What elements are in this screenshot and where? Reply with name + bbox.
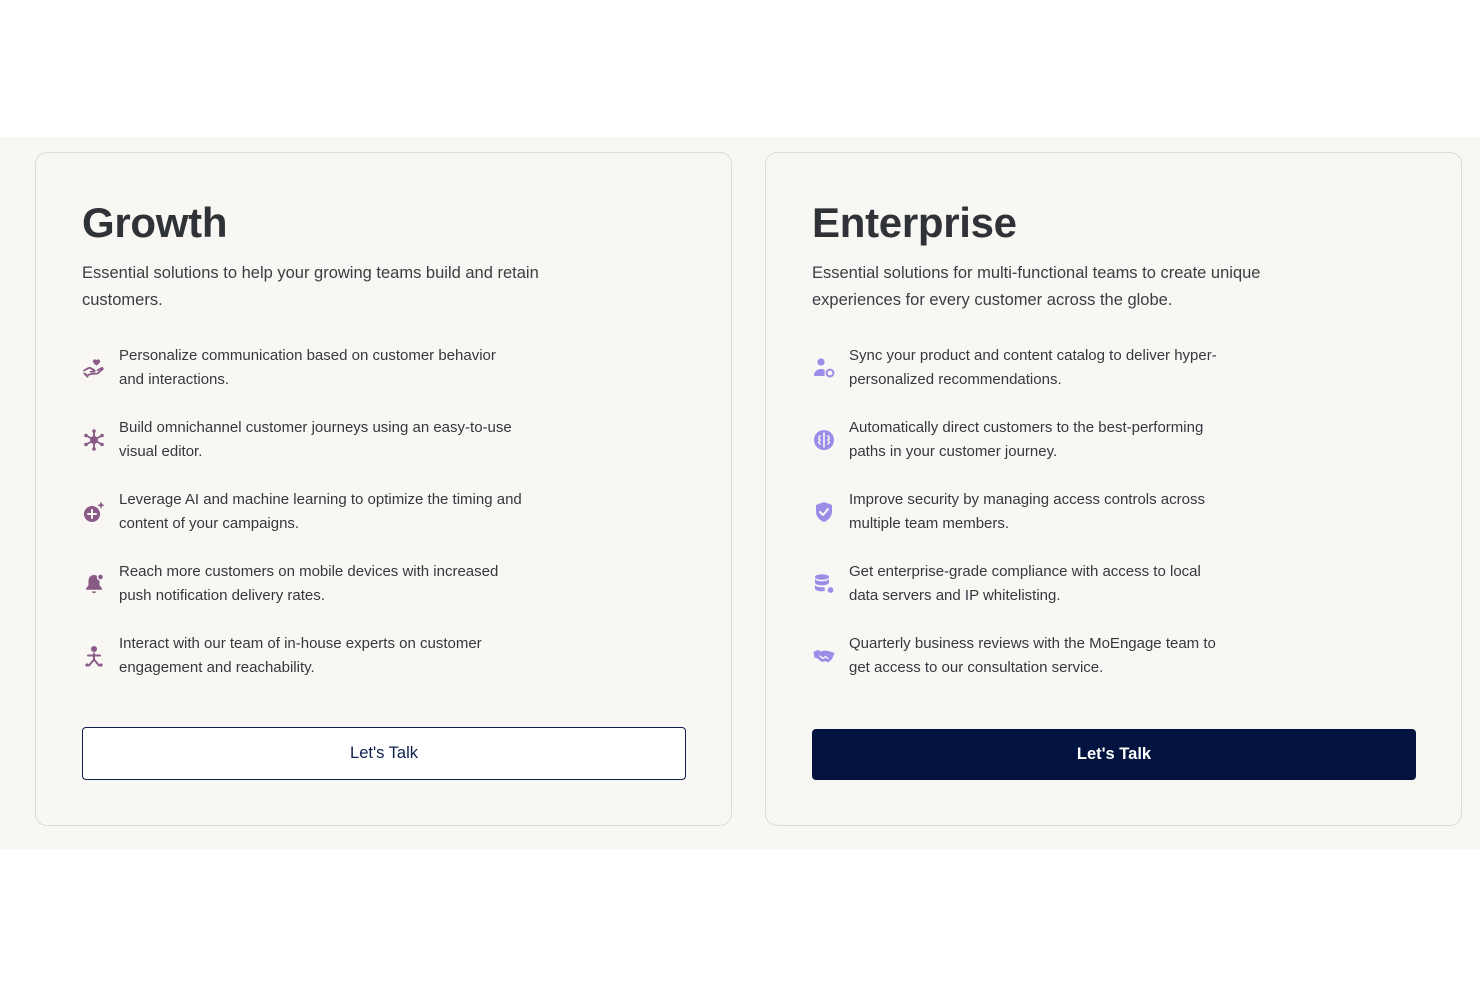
feature-text: Automatically direct customers to the best-performing paths in your customer journey. xyxy=(849,419,1204,460)
feature-list xyxy=(82,344,522,704)
ai-sparkle-icon xyxy=(82,500,106,524)
feature-item xyxy=(82,488,522,560)
lets-talk-button[interactable]: Let's Talk xyxy=(82,727,686,780)
feature-text: Quarterly business reviews with the MoEngage team to get access to our consultation service. xyxy=(849,635,1216,676)
feature-text: Build omnichannel customer journeys using an easy-to-use visual editor. xyxy=(119,419,512,460)
feature-text: Leverage AI and machine learning to optimize the timing and content of your campaigns. xyxy=(119,491,522,532)
feature-text: Personalize communication based on customer behavior and interactions. xyxy=(119,347,496,388)
feature-item xyxy=(82,416,522,488)
lets-talk-button[interactable]: Let's Talk xyxy=(812,729,1416,780)
plan-description: Essential solutions for multi-functional teams to create unique experiences for every customer across the globe. xyxy=(812,264,1261,309)
feature-item xyxy=(82,632,522,704)
shield-check-icon xyxy=(812,500,836,524)
enterprise-plan-card xyxy=(765,152,1462,826)
feature-list xyxy=(812,344,1232,704)
feature-item xyxy=(82,560,522,632)
feature-item xyxy=(812,632,1232,704)
feature-text: Sync your product and content catalog to deliver hyper- personalized recommendations. xyxy=(849,347,1217,388)
feature-item xyxy=(812,344,1232,416)
feature-text: Interact with our team of in-house experts on customer engagement and reachability. xyxy=(119,635,482,676)
team-expert-icon xyxy=(82,644,106,668)
feature-text: Improve security by managing access controls across multiple team members. xyxy=(849,491,1205,532)
user-settings-icon xyxy=(812,356,836,380)
plan-description: Essential solutions to help your growing teams build and retain customers. xyxy=(82,264,539,309)
notification-bell-icon xyxy=(82,572,106,596)
heart-hand-icon xyxy=(82,356,106,380)
network-icon xyxy=(82,428,106,452)
brain-icon xyxy=(812,428,836,452)
feature-text: Get enterprise-grade compliance with access to local data servers and IP whitelisting. xyxy=(849,563,1201,604)
plan-title: Enterprise xyxy=(812,199,1017,246)
growth-plan-card xyxy=(35,152,732,826)
plan-title: Growth xyxy=(82,199,228,246)
feature-item xyxy=(82,344,522,416)
feature-item xyxy=(812,416,1232,488)
feature-item xyxy=(812,488,1232,560)
database-icon xyxy=(812,572,836,596)
handshake-icon xyxy=(812,644,836,668)
feature-text: Reach more customers on mobile devices with increased push notification delivery rates. xyxy=(119,563,499,604)
feature-item xyxy=(812,560,1232,632)
